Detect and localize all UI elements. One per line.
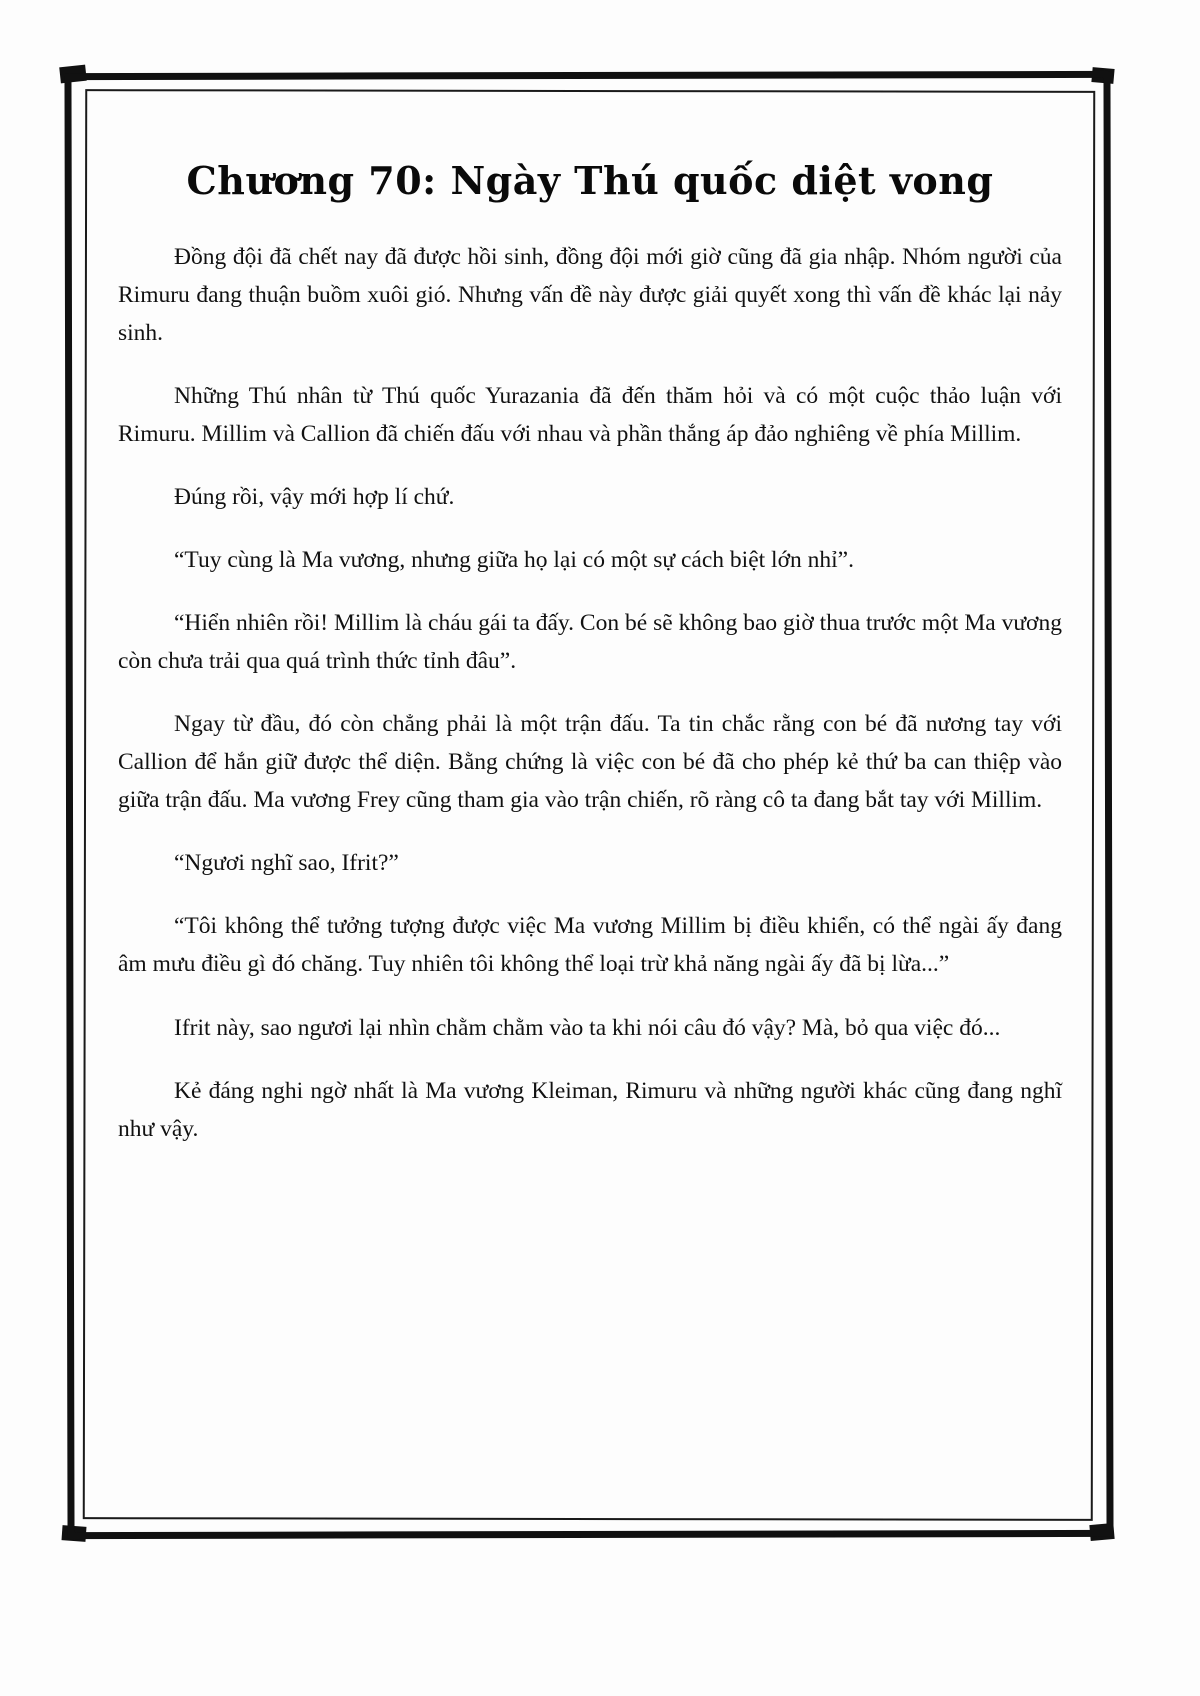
paragraph: Đồng đội đã chết nay đã được hồi sinh, đồng đội mới giờ cũng đã gia nhập. Nhóm người của Rimuru đang thuận buồm xuôi gió. Nhưng vấn đề này được giải quyết xong thì vấn đề khác lại nảy sinh. (118, 243, 1062, 346)
paragraph: “Tuy cùng là Ma vương, nhưng giữa họ lại có một sự cách biệt lớn nhỉ”. (174, 546, 854, 573)
chapter-title: Chương 70: Ngày Thú quốc diệt vong (186, 158, 994, 203)
paragraph: Ifrit này, sao ngươi lại nhìn chằm chằm vào ta khi nói câu đó vậy? Mà, bỏ qua việc đó... (174, 1014, 1001, 1041)
paragraph: “Ngươi nghĩ sao, Ifrit?” (174, 850, 399, 877)
paragraph: “Hiển nhiên rồi! Millim là cháu gái ta đấy. Con bé sẽ không bao giờ thua trước một Ma vương còn chưa trải qua quá trình thức tỉnh đâu”. (118, 610, 1062, 675)
paragraph: Ngay từ đầu, đó còn chẳng phải là một trận đấu. Ta tin chắc rằng con bé đã nương tay với Callion để hắn giữ được thể diện. Bằng chứng là việc con bé đã cho phép kẻ thứ ba can thiệp vào giữa trận đấu. Ma vương Frey cũng tham gia vào trận chiến, rõ ràng cô ta đang bắt tay với Millim. (118, 711, 1062, 814)
page-content (110, 120, 1070, 1496)
paragraph: Kẻ đáng nghi ngờ nhất là Ma vương Kleiman, Rimuru và những người khác cũng đang nghĩ như vậy. (118, 1077, 1062, 1142)
paragraph: “Tôi không thể tưởng tượng được việc Ma vương Millim bị điều khiển, có thể ngài ấy đang âm mưu điều gì đó chăng. Tuy nhiên tôi không thể loại trừ khả năng ngài ấy đã bị lừa...” (118, 913, 1062, 978)
paragraph: Những Thú nhân từ Thú quốc Yurazania đã đến thăm hỏi và có một cuộc thảo luận với Rimuru. Millim và Callion đã chiến đấu với nhau và phần thắng áp đảo nghiêng về phía Millim. (118, 382, 1062, 447)
paragraph: Đúng rồi, vậy mới hợp lí chứ. (174, 483, 455, 510)
chapter-body (118, 238, 1062, 1148)
